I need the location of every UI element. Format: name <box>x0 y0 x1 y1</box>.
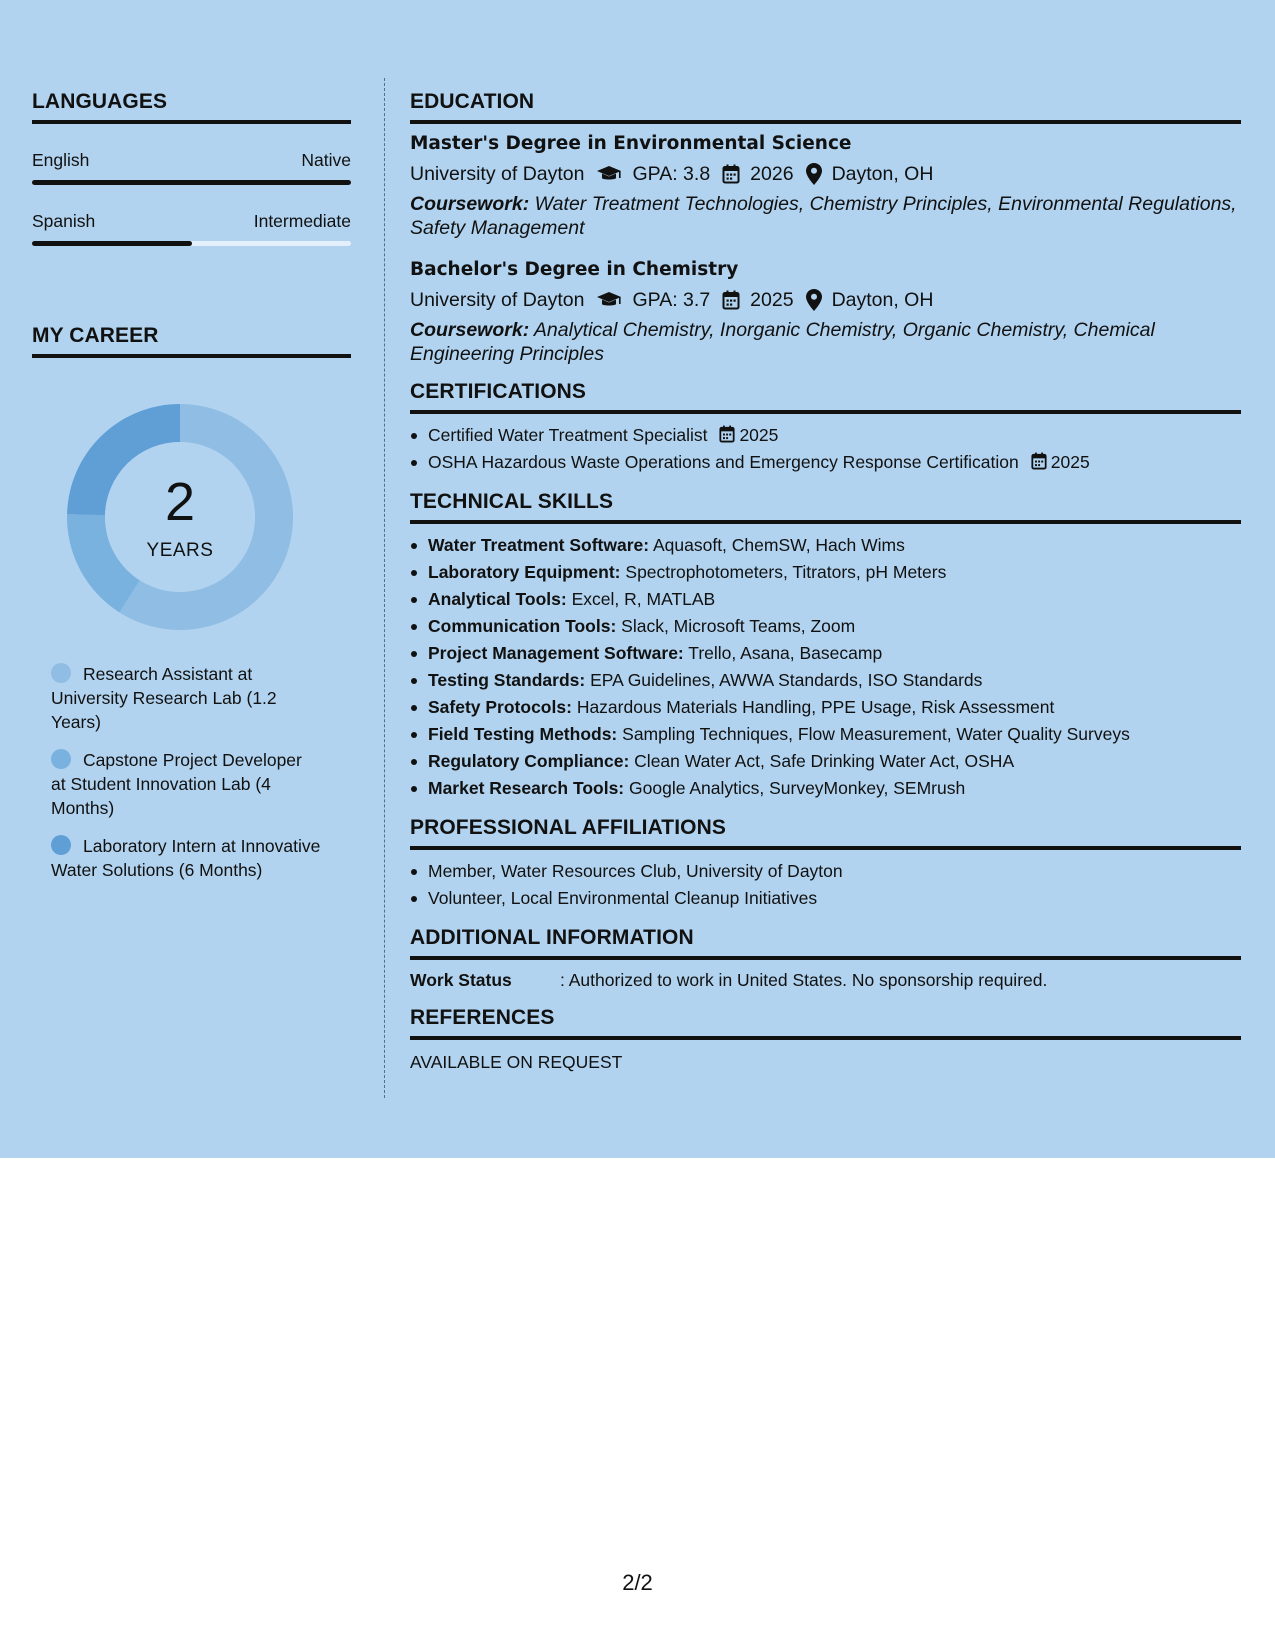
career-total-number: 2 <box>164 472 196 532</box>
skill-value: Sampling Techniques, Flow Measurement, Water Quality Surveys <box>622 724 1130 744</box>
references-section <box>410 1006 1241 1074</box>
gpa-value: GPA: 3.8 <box>632 163 711 185</box>
skill-value: Hazardous Materials Handling, PPE Usage, Risk Assessment <box>576 697 1055 717</box>
certification-year: 2025 <box>1050 452 1090 472</box>
skill-value: Aquasoft, ChemSW, Hach Wims <box>652 535 905 555</box>
legend-item <box>51 662 321 734</box>
language-level: Native <box>301 150 351 170</box>
school-name: University of Dayton <box>410 163 585 185</box>
career-donut-chart <box>67 404 293 630</box>
work-status-value: : Authorized to work in United States. No sponsorship required. <box>560 970 1048 990</box>
location-pin-icon <box>806 163 822 185</box>
legend-label: Research Assistant at University Research Lab (1.2 Years) <box>51 664 277 732</box>
career-total-unit: YEARS <box>146 540 214 561</box>
work-status-label: Work Status <box>410 970 512 990</box>
certifications-section <box>410 380 1241 476</box>
skill-item <box>410 613 1241 640</box>
legend-dot <box>51 663 71 683</box>
legend-label: Capstone Project Developer at Student Innovation Lab (4 Months) <box>51 750 302 818</box>
skill-value: EPA Guidelines, AWWA Standards, ISO Standards <box>590 670 983 690</box>
education-item <box>410 132 1241 240</box>
skill-label: Safety Protocols: <box>428 697 572 717</box>
coursework-label: Coursework: <box>410 319 530 341</box>
additional-heading: ADDITIONAL INFORMATION <box>410 926 1241 960</box>
calendar-icon <box>722 164 740 184</box>
certification-name: Certified Water Treatment Specialist <box>428 425 708 445</box>
page-number: 2/2 <box>622 1570 653 1595</box>
education-heading: EDUCATION <box>410 90 1241 124</box>
calendar-icon <box>719 425 735 443</box>
career-heading: MY CAREER <box>32 324 351 358</box>
skills-heading: TECHNICAL SKILLS <box>410 490 1241 524</box>
skill-label: Laboratory Equipment: <box>428 562 621 582</box>
degree-title: Master's Degree in Environmental Science <box>410 133 852 154</box>
language-name: Spanish <box>32 211 96 231</box>
skill-item <box>410 532 1241 559</box>
education-section <box>410 90 1241 366</box>
certification-item <box>410 449 1241 476</box>
skill-item <box>410 748 1241 775</box>
skill-value: Spectrophotometers, Titrators, pH Meters <box>625 562 947 582</box>
skill-label: Market Research Tools: <box>428 778 625 798</box>
language-item <box>32 150 351 185</box>
calendar-icon <box>1031 452 1047 470</box>
degree-title: Bachelor's Degree in Chemistry <box>410 259 739 280</box>
education-meta <box>410 161 1241 187</box>
school-name: University of Dayton <box>410 289 585 311</box>
skill-value: Clean Water Act, Safe Drinking Water Act, OSHA <box>634 751 1015 771</box>
skills-list <box>410 532 1241 802</box>
affiliations-list <box>410 858 1241 912</box>
skill-item <box>410 559 1241 586</box>
language-proficiency-bar <box>32 180 351 185</box>
language-proficiency-bar <box>32 241 351 246</box>
legend-item <box>51 834 321 882</box>
coursework <box>410 192 1241 240</box>
affiliations-heading: PROFESSIONAL AFFILIATIONS <box>410 816 1241 850</box>
coursework-label: Coursework: <box>410 193 530 215</box>
education-location: Dayton, OH <box>831 289 934 311</box>
left-column <box>32 90 351 896</box>
certification-item <box>410 422 1241 449</box>
education-item <box>410 258 1241 366</box>
education-location: Dayton, OH <box>831 163 934 185</box>
graduation-year: 2025 <box>750 289 794 311</box>
skill-value: Google Analytics, SurveyMonkey, SEMrush <box>629 778 966 798</box>
certification-name: OSHA Hazardous Waste Operations and Emergency Response Certification <box>428 452 1019 472</box>
language-proficiency-fill <box>32 180 351 185</box>
skill-item <box>410 694 1241 721</box>
additional-section <box>410 926 1241 992</box>
skill-item <box>410 775 1241 802</box>
certifications-list <box>410 422 1241 476</box>
gpa-value: GPA: 3.7 <box>632 289 711 311</box>
skill-label: Field Testing Methods: <box>428 724 618 744</box>
languages-heading: LANGUAGES <box>32 90 351 124</box>
graduation-cap-icon <box>596 291 622 309</box>
calendar-icon <box>722 290 740 310</box>
coursework <box>410 318 1241 366</box>
graduation-cap-icon <box>596 165 622 183</box>
references-text: AVAILABLE ON REQUEST <box>410 1052 623 1072</box>
language-name: English <box>32 150 90 170</box>
skill-label: Communication Tools: <box>428 616 617 636</box>
skill-value: Trello, Asana, Basecamp <box>688 643 883 663</box>
skill-label: Testing Standards: <box>428 670 586 690</box>
legend-dot <box>51 835 71 855</box>
skill-value: Excel, R, MATLAB <box>571 589 716 609</box>
language-level: Intermediate <box>253 211 351 231</box>
coursework-list: Water Treatment Technologies, Chemistry Principles, Environmental Regulations, Safety Management <box>410 193 1237 239</box>
legend-item <box>51 748 321 820</box>
language-item <box>32 211 351 246</box>
work-status-row <box>410 968 1241 992</box>
skill-label: Analytical Tools: <box>428 589 567 609</box>
career-legend <box>51 662 321 882</box>
education-meta <box>410 287 1241 313</box>
column-divider <box>384 78 385 1098</box>
certification-year: 2025 <box>739 425 779 445</box>
skill-label: Water Treatment Software: <box>428 535 650 555</box>
affiliations-section <box>410 816 1241 912</box>
legend-label: Laboratory Intern at Innovative Water Solutions (6 Months) <box>51 836 321 880</box>
affiliation-item: Volunteer, Local Environmental Cleanup Initiatives <box>410 885 1241 912</box>
location-pin-icon <box>806 289 822 311</box>
skill-value: Slack, Microsoft Teams, Zoom <box>621 616 856 636</box>
skill-label: Project Management Software: <box>428 643 684 663</box>
skill-label: Regulatory Compliance: <box>428 751 630 771</box>
certifications-heading: CERTIFICATIONS <box>410 380 1241 414</box>
references-heading: REFERENCES <box>410 1006 1241 1040</box>
language-proficiency-fill <box>32 241 192 246</box>
affiliation-item: Member, Water Resources Club, University of Dayton <box>410 858 1241 885</box>
skill-item <box>410 640 1241 667</box>
skill-item <box>410 667 1241 694</box>
skills-section <box>410 490 1241 802</box>
legend-dot <box>51 749 71 769</box>
coursework-list: Analytical Chemistry, Inorganic Chemistry, Organic Chemistry, Chemical Engineering Principles <box>410 319 1155 365</box>
skill-item <box>410 586 1241 613</box>
right-column <box>410 90 1241 1088</box>
skill-item <box>410 721 1241 748</box>
graduation-year: 2026 <box>750 163 794 185</box>
